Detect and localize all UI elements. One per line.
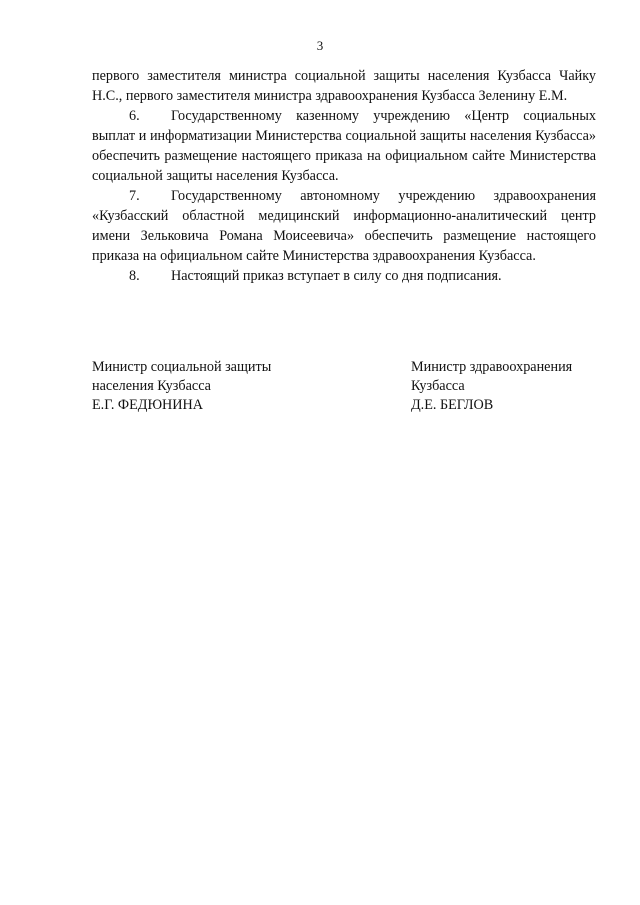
paragraph-text: Государственному автономному учреждению здравоохранения «Кузбасский областной медицинский информационно-аналитический центр имени Зельковича Романа Моисеевича» обеспечить размещение настоящего приказа на официальном сайте Министерства здравоохранения Кузбасса. (92, 188, 596, 264)
signatory-name: Д.Е. БЕГЛОВ (411, 397, 494, 413)
signatory-title: Министр здравоохранения (411, 359, 573, 375)
paragraph-text: Государственному казенному учреждению «Центр социальных выплат и информатизации Министерства социальной защиты населения Кузбасса» обеспечить размещение настоящего приказа на официальном сайте Министерства социальной защиты населения Кузбасса. (92, 108, 596, 184)
signature-left (92, 358, 271, 415)
signatory-title: населения Кузбасса (92, 378, 211, 394)
signature-right (411, 358, 572, 415)
paragraph-continuation (92, 66, 596, 106)
paragraph-text: Настоящий приказ вступает в силу со дня подписания. (171, 268, 502, 284)
paragraph-number: 7. (129, 188, 140, 204)
paragraph-item-8 (92, 266, 596, 286)
signatory-name: Е.Г. ФЕДЮНИНА (92, 397, 204, 413)
paragraph-number: 8. (129, 268, 140, 284)
page-number: 3 (316, 38, 324, 53)
signatory-title: Министр социальной защиты (92, 359, 272, 375)
paragraph-item-7 (92, 186, 596, 266)
paragraph-item-6 (92, 106, 596, 186)
document-body (92, 66, 596, 286)
signatory-title: Кузбасса (411, 378, 465, 394)
paragraph-text: первого заместителя министра социальной защиты населения Кузбасса Чайку Н.С., первого заместителя министра здравоохранения Кузбасса Зеленину Е.М. (92, 68, 596, 104)
paragraph-number: 6. (129, 108, 140, 124)
